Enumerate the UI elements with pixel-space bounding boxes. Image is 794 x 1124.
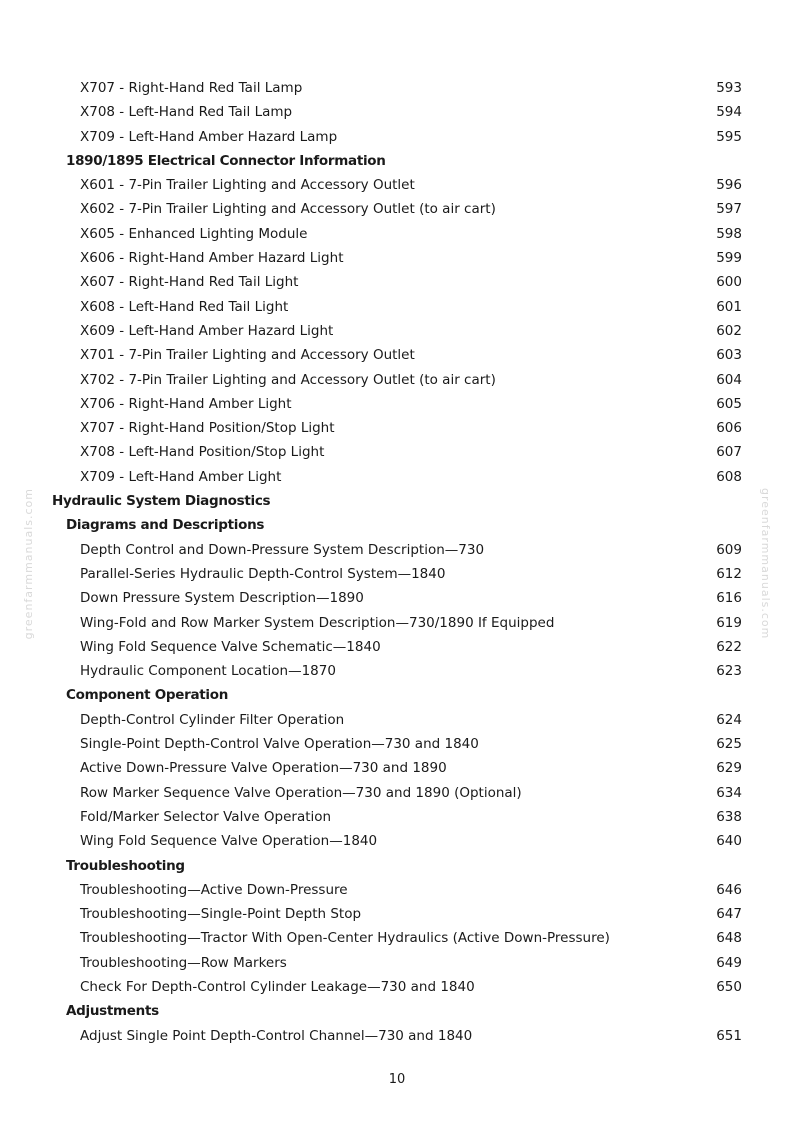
toc-entry-page-number: 646: [716, 881, 742, 898]
toc-entry-title: Depth-Control Cylinder Filter Operation: [80, 711, 345, 728]
toc-entry-title: Troubleshooting—Single-Point Depth Stop: [80, 906, 362, 923]
toc-entry[interactable]: [0, 368, 794, 392]
toc-entry-title: Hydraulic System Diagnostics: [52, 493, 271, 510]
toc-entry-title: Troubleshooting—Active Down-Pressure: [80, 881, 348, 898]
toc-entry-page-number: 647: [716, 906, 742, 923]
toc-entry[interactable]: [0, 270, 794, 294]
toc-entry-page-number: 624: [716, 711, 742, 728]
toc-entry-title: Diagrams and Descriptions: [66, 517, 265, 534]
toc-entry[interactable]: [0, 586, 794, 610]
toc-entry[interactable]: [0, 173, 794, 197]
toc-entry-page-number: 616: [716, 590, 742, 607]
toc-subsection-heading: [0, 854, 794, 878]
toc-entry[interactable]: [0, 343, 794, 367]
toc-entry[interactable]: [0, 392, 794, 416]
toc-entry-page-number: 597: [716, 201, 742, 218]
toc-entry-page-number: 596: [716, 177, 742, 194]
toc-entry-title: Check For Depth-Control Cylinder Leakage—730 and 1840: [80, 978, 475, 995]
toc-entry[interactable]: [0, 902, 794, 926]
toc-entry[interactable]: [0, 100, 794, 124]
toc-entry-page-number: 651: [716, 1027, 742, 1044]
toc-entry-title: X706 - Right-Hand Amber Light: [80, 395, 292, 412]
toc-entry-title: Troubleshooting: [66, 857, 185, 874]
toc-entry-title: X608 - Left-Hand Red Tail Light: [80, 298, 289, 315]
toc-entry-title: X607 - Right-Hand Red Tail Light: [80, 274, 299, 291]
toc-entry[interactable]: [0, 878, 794, 902]
toc-entry-page-number: 598: [716, 225, 742, 242]
toc-entry[interactable]: [0, 197, 794, 221]
toc-entry[interactable]: [0, 732, 794, 756]
toc-entry[interactable]: [0, 829, 794, 853]
toc-entry-title: Active Down-Pressure Valve Operation—730 and 1890: [80, 760, 447, 777]
toc-entry-title: X708 - Left-Hand Position/Stop Light: [80, 444, 325, 461]
toc-entry[interactable]: [0, 319, 794, 343]
toc-entry-page-number: 629: [716, 760, 742, 777]
toc-entry-title: X605 - Enhanced Lighting Module: [80, 225, 308, 242]
toc-entry[interactable]: [0, 222, 794, 246]
toc-entry[interactable]: [0, 246, 794, 270]
toc-entry-page-number: 599: [716, 250, 742, 267]
watermark-left: greenfarmmanuals.com: [22, 488, 35, 640]
toc-entry-title: X709 - Left-Hand Amber Light: [80, 468, 282, 485]
toc-entry[interactable]: [0, 465, 794, 489]
toc-entry-title: X609 - Left-Hand Amber Hazard Light: [80, 322, 334, 339]
watermark-right: greenfarmmanuals.com: [759, 488, 772, 640]
toc-section-heading: [0, 489, 794, 513]
toc-entry-title: Fold/Marker Selector Valve Operation: [80, 808, 332, 825]
toc-entry-page-number: 638: [716, 808, 742, 825]
toc-entry-title: X702 - 7-Pin Trailer Lighting and Accessory Outlet (to air cart): [80, 371, 496, 388]
toc-entry-title: Troubleshooting—Row Markers: [80, 954, 287, 971]
toc-entry-page-number: 623: [716, 663, 742, 680]
toc-entry-title: Hydraulic Component Location—1870: [80, 663, 336, 680]
toc-entry[interactable]: [0, 708, 794, 732]
toc-entry[interactable]: [0, 611, 794, 635]
toc-entry-title: Adjustments: [66, 1003, 159, 1020]
toc-entry-title: X707 - Right-Hand Red Tail Lamp: [80, 80, 303, 96]
toc-entry-title: Wing Fold Sequence Valve Schematic—1840: [80, 638, 381, 655]
page-number: 10: [388, 1072, 406, 1087]
toc-subsection-heading: [0, 999, 794, 1023]
toc-entry-page-number: 594: [716, 104, 742, 121]
toc-entry-page-number: 606: [716, 420, 742, 437]
toc-entry-page-number: 608: [716, 468, 742, 485]
toc-entry-title: 1890/1895 Electrical Connector Information: [66, 152, 386, 169]
toc-entry-title: Depth Control and Down-Pressure System Description—730: [80, 541, 485, 558]
toc-entry-page-number: 619: [716, 614, 742, 631]
toc-entry-page-number: 607: [716, 444, 742, 461]
toc-entry-page-number: 600: [716, 274, 742, 291]
toc-entry-page-number: 648: [716, 930, 742, 947]
toc-entry-title: X601 - 7-Pin Trailer Lighting and Accessory Outlet: [80, 177, 415, 194]
toc-entry-title: Component Operation: [66, 687, 229, 704]
toc-entry[interactable]: [0, 125, 794, 149]
toc-entry[interactable]: [0, 635, 794, 659]
toc-entry-title: X709 - Left-Hand Amber Hazard Lamp: [80, 128, 338, 145]
toc-entry-page-number: 612: [716, 565, 742, 582]
toc-entry[interactable]: [0, 538, 794, 562]
toc-entry-page-number: 603: [716, 347, 742, 364]
toc-subsection-heading: [0, 149, 794, 173]
toc-entry-title: Single-Point Depth-Control Valve Operation—730 and 1840: [80, 736, 479, 753]
table-of-contents: [0, 76, 794, 1048]
toc-entry[interactable]: [0, 756, 794, 780]
toc-entry-page-number: 634: [716, 784, 742, 801]
toc-entry-title: X701 - 7-Pin Trailer Lighting and Accessory Outlet: [80, 347, 415, 364]
toc-entry[interactable]: [0, 975, 794, 999]
toc-entry-title: Parallel-Series Hydraulic Depth-Control System—1840: [80, 565, 446, 582]
toc-entry[interactable]: [0, 926, 794, 950]
toc-subsection-heading: [0, 513, 794, 537]
toc-entry-title: Wing Fold Sequence Valve Operation—1840: [80, 833, 378, 850]
toc-entry-title: X606 - Right-Hand Amber Hazard Light: [80, 250, 344, 267]
toc-entry-page-number: 625: [716, 736, 742, 753]
toc-entry[interactable]: [0, 440, 794, 464]
toc-entry[interactable]: [0, 562, 794, 586]
toc-entry-page-number: 601: [716, 298, 742, 315]
toc-entry-title: X708 - Left-Hand Red Tail Lamp: [80, 104, 293, 121]
toc-entry-title: Troubleshooting—Tractor With Open-Center Hydraulics (Active Down-Pressure): [80, 930, 610, 947]
toc-entry-page-number: 649: [716, 954, 742, 971]
toc-entry[interactable]: [0, 416, 794, 440]
toc-entry-title: Row Marker Sequence Valve Operation—730 and 1890 (Optional): [80, 784, 522, 801]
toc-entry[interactable]: [0, 295, 794, 319]
toc-entry-title: X602 - 7-Pin Trailer Lighting and Accessory Outlet (to air cart): [80, 201, 496, 218]
toc-entry[interactable]: [0, 659, 794, 683]
toc-entry-title: X707 - Right-Hand Position/Stop Light: [80, 420, 335, 437]
toc-entry-page-number: 602: [716, 322, 742, 339]
toc-entry[interactable]: [0, 1024, 794, 1048]
toc-entry-page-number: 595: [716, 128, 742, 145]
toc-entry[interactable]: [0, 781, 794, 805]
toc-entry-page-number: 640: [716, 833, 742, 850]
toc-entry[interactable]: [0, 76, 794, 100]
toc-entry-page-number: 650: [716, 978, 742, 995]
toc-entry-page-number: 605: [716, 395, 742, 412]
toc-entry-page-number: 609: [716, 541, 742, 558]
toc-subsection-heading: [0, 683, 794, 707]
toc-entry-page-number: 622: [716, 638, 742, 655]
toc-entry-title: Down Pressure System Description—1890: [80, 590, 364, 607]
toc-entry[interactable]: [0, 805, 794, 829]
toc-entry-title: Wing-Fold and Row Marker System Description—730/1890 If Equipped: [80, 614, 555, 631]
toc-entry[interactable]: [0, 951, 794, 975]
toc-entry-page-number: 604: [716, 371, 742, 388]
toc-entry-title: Adjust Single Point Depth-Control Channel—730 and 1840: [80, 1027, 473, 1044]
toc-entry-page-number: 593: [716, 80, 742, 96]
